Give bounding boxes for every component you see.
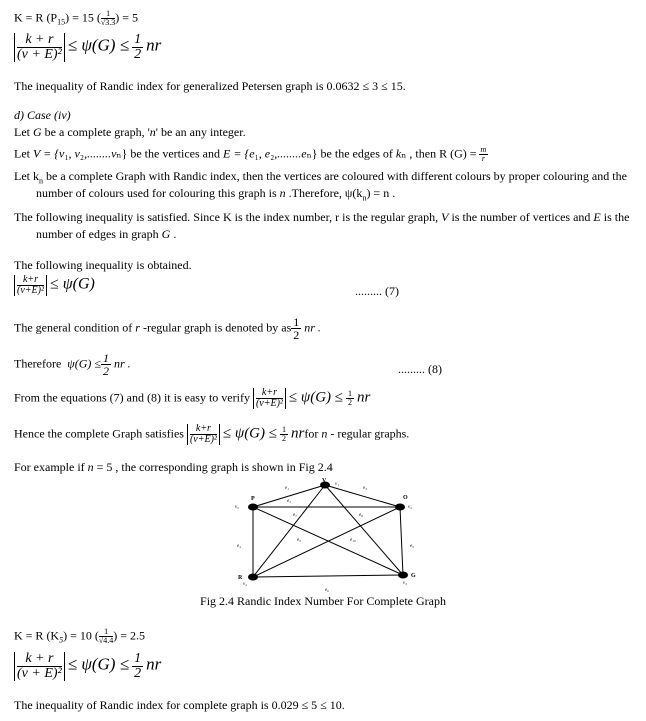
graph-edge [325,485,403,575]
inequality-equation-1: $\frac{k + r}{\text{(v + E)²}}$ ≤ ψ(G) ≤ $\frac{1}{2}$ nr [14,33,161,62]
graph-edge [253,575,403,577]
therefore-line: Therefore ψ(G) ≤ $\frac{1}{2}$ nr . [14,351,131,378]
k-equation-petersen: K = R $(P_{15}) = 15$ ( $\frac{1}{√3.3}$ ) = 5 [14,9,139,27]
following-line-1: The following inequality is satisfied. Since K is the index number, r is the regular graph, V is the number of vertices and E is the [14,210,630,224]
vertex-sub-label: v₄ [243,582,247,587]
edge-label: e₉ [297,538,301,543]
complete-graph-figure [225,475,430,595]
complete-inequality-text: The inequality of Randic index for complete graph is 0.029 ≤ 5 ≤ 10. [14,698,345,712]
petersen-inequality-text: The inequality of Randic index for generalized Petersen graph is 0.0632 ≤ 3 ≤ 15. [14,79,406,93]
let-v-line: Let V = {v₁, v₂,........vₙ} be the vertices and E = {e₁, e₂,........eₙ} be the edges of kₙ , then R (G) = $\frac{m}{r}$ [14,145,487,163]
hence-line: Hence the complete Graph satisfies $\frac{k+r}{\text{(v+E)²}}$ ≤ ψ(G) ≤ $\frac{1}{2}$ nrfor n - regular graphs. [14,423,410,445]
equation-8-number: ......... (8) [398,362,442,376]
case-heading: d) Case (iv) [14,108,71,122]
graph-edge [400,507,403,575]
example-line: For example if n = 5 , the corresponding graph is shown in Fig 2.4 [14,460,333,474]
vertex-sub-label: v₃ [403,581,407,586]
vertex-sub-label: v₁ [335,482,339,487]
following-line-2: number of edges in graph G . [36,227,177,241]
edge-label: e₁ [285,486,289,491]
let-k-line-2: number of colours used for colouring this graph is n .Therefore, $\psi(k_n) = n$ . [36,186,396,203]
edge-label: e₈ [359,513,363,518]
vertex-sub-label: v₅ [235,505,239,510]
let-g-line: Let G be a complete graph, 'n' be an any integer. [14,125,246,139]
vertex-label: P [251,496,255,502]
vertex-sub-label: v₂ [408,505,412,510]
edge-label: e₁₀ [350,538,356,543]
vertex-label: G [411,573,416,579]
equation-7-number: ......... (7) [355,284,399,298]
obtained-line: The following inequality is obtained. [14,258,192,272]
vertex-label: V [322,478,327,484]
edge-label: e₆ [325,588,329,593]
edge-label: e₂ [287,499,291,504]
edge-label: e₇ [293,513,297,518]
graph-vertex [248,504,258,511]
inequality-equation-2: $\frac{k + r}{\text{(v + E)²}}$ ≤ ψ(G) ≤ $\frac{1}{2}$ nr [14,652,161,681]
edge-label: e₄ [237,544,241,549]
k-equation-complete: K = R $(K_5) = 10$ ( $\frac{1}{√4.4}$ ) = 2.5 [14,627,146,645]
vertex-label: R [238,575,243,581]
edge-label: e₃ [363,486,367,491]
let-k-line-1: Let $k_n$ be a complete Graph with Randic index, then the vertices are coloured with different colours by proper colouring and the [14,169,627,186]
general-condition-line: The general condition of r -regular graph is denoted by as $\frac{1}{2}$ nr . [14,315,321,342]
figure-caption: Fig 2.4 Randic Index Number For Complete Graph [200,594,446,608]
graph-vertex [398,572,408,579]
from-equations-line: From the equations (7) and (8) it is easy to verify $\frac{k+r}{\text{(v+E)²}}$ ≤ ψ(G) ≤ $\frac{1}{2}$ nr [14,387,371,409]
equation-7: $\frac{k+r}{\text{(v+E)²}}$ ≤ ψ(G) [14,275,95,296]
edge-label: e₅ [410,544,414,549]
graph-vertex [248,574,258,581]
vertex-label: O [403,495,408,501]
graph-vertex [395,504,405,511]
